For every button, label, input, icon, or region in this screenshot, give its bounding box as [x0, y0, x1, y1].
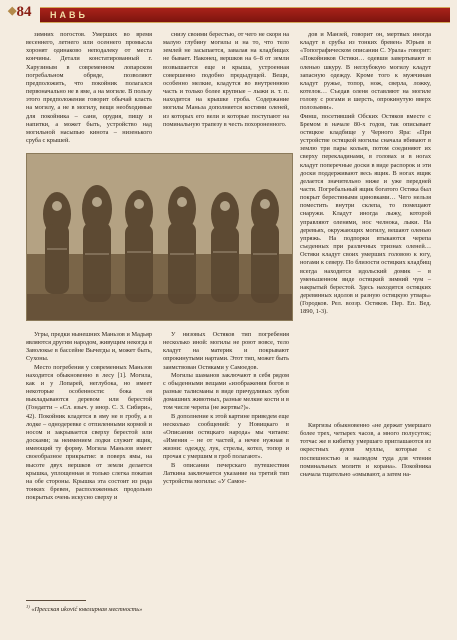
ornament-icon: ◆ — [8, 5, 17, 17]
header-band — [40, 7, 450, 23]
column-top-2: снизу своими берестью, от чего не скоря на малую глубину могилы и на то, что тело землей не засыпается, завалая на кладбищах не бывает. Наконец, вершков на 6–8 от земли возвышается еще и крыша, устроенная совершенно подобно предыдущей. Вещи, особенно мелкие, кладутся во внутреннюю часть и только более крупные – лыжи и. т. п. находится на крышке гроба. Содержание могилы Маньза дополняется костями оленей, из которых его вели и которые поступают на поминальную трапезу в честь похороненного. — [163, 31, 289, 128]
column-bottom-1: Угры, предки нынешних Маньзов и Мадьяр являются другим народом, живущим некогда в Заволокье в бассейне Вычегды и, может быть, Сухоны. Место погребения у современных Маньзов находится обыкновенно в лесу [1]. Могила, как и у Лопарей, неглубока, но имеет некоторые особенности: бока ея выкладываются деревом или берестой (Гондатти – «Сл. языч. у инор. С. З. Сибири», 42). Покойник кладется в яму не в гробу, а в лодке – однодеревке с отпиленными кормой и носом и закрывается сверху берестой или досками; за неимением лодки служит ящик, имеющий ту форму. Могила Маньзов имеет своеобразное прикрытие: в поверх ямы, на высоте двух вершков от земли делается крышка, уплощенная и только слегка покатая на обе стороны. Крышка эта состоит из ряда тонких бревен, расположенных продольно покрытых очень искусно сверху и — [26, 331, 152, 502]
column-bottom-right: Киргизы обыкновенно «не держат умершаго более трех, четырех часов, а много полусуток; тотчас же в кибитку умершаго приглашаются из окрестных аулов муллы, которые с поспешностью и налюдом туда для чтения поминальных молитв и корана». Покойника сначала тщательно «омывают, а затем на- — [300, 422, 431, 478]
footnote: $^{1)}$ «Пресская иković ювелирная местность» — [26, 604, 143, 614]
column-top-1: зимних погостов. Умерших во время весеннего, летнего или осеннего промысла хоронят одинаково неподалеку от места кончины. Детали констатированный г. Харузиным в современном лопарском погребальном обряде, позволяют предположить, что покойник полагался первоначально не в яме, а на могиле. В пользу этого предположения говорит обычай класть на могилу, а не в могилу, вещи необходимые для покойника – сани, орудия, пищу и напитки, а может быть, устройство над могильной насыпью кинота – низенького сруба с крышей. — [26, 31, 152, 145]
page-number: ◆84 — [8, 4, 32, 20]
column-bottom-2: У низовых Остяков тип погребения несколько иной: могилы не роют вовсе, тело кладут на материк и покрывают опрокинутыми нартами. Этот тип, может быть заимствован Остяками у Самоедов. Могилы шаманов заключают в себя рядом с обыденными вещами «изображения богов в разные талисманы в виде причудливых зубов домашних животных, разные мелкие кости и в том числе черепа (не жертвы?)». В дополнение к этой картине приведем еще несколько сообщений: у Новицкаго в «Описании остяцкаго народа» мы читаем: «Имения – не от частей, а нечее нужная в жизни: одежду, лук, стрелы, котел, топор и прочая с умершим в гроб полагают». В описании печерскаго путешествия Латкина заключается указание на третий тип устройства могилы: «У Самое- — [163, 331, 289, 485]
running-title: НАВЬ — [50, 10, 88, 20]
page-header — [0, 0, 457, 26]
photograph-icon — [27, 154, 292, 320]
footnote-rule — [26, 600, 86, 601]
historical-photograph — [26, 153, 293, 321]
column-right: дов и Манзей, говорит он, мертвых иногда кладут в срубы из тонких бревен» Юрьев в «Топографическом описании С. Урала» говорит: «Покойников Остяки… одевши завертывают в оленью шкуру. В неглубокую могилу кладут запасную одежду. Кроме того к мужчинам кладут ружье, топор, нож, сверла, ложку, котелок… Съедав оленя оставляют на могиле голову с рогами и шерсть, опрокинутую вверх полозьями». Финш, посетивший Обских Остяков вместе с Бремом в начале 80-х годов, так описывает остяцкое кладбище у Черного Яра: «При устройстве остяцкой могилы сначала вбивают в землю три пары кольев, потом соединяют их сверху перекладинами, в головах и в ногах кладут поперечные доски в виде распорок и эти доски поддерживают весь ящик. В ногах ящик делается значительно ниже и уже передней части. Погребальный ящик богатого Остяка был покрыт берестяными циновками… Чего нельзя поместить внутри склепа, то помещают снаружи. Кладут иногда лыжу, которой управляют оленями, нос челнока, лыки. На деревьях, окружающих могилу, вешают оленью упряжь. На подпорки втыкаются черепа съеденных при различных тризнах оленей… Остяки кладут своих умерших головою к югу, ногами к северу. По близости остяцких кладбищ всегда находится идольский домик – в уменьшенном виде остяцкий зимний чум – накрытый берестой. Здесь находятся остяцких деревянных идолов и разную остяцкую утварь» (Городков. Рел. воззр. Остяков. Пер. Еп. Вед. 1890, 1-3). — [300, 31, 431, 316]
